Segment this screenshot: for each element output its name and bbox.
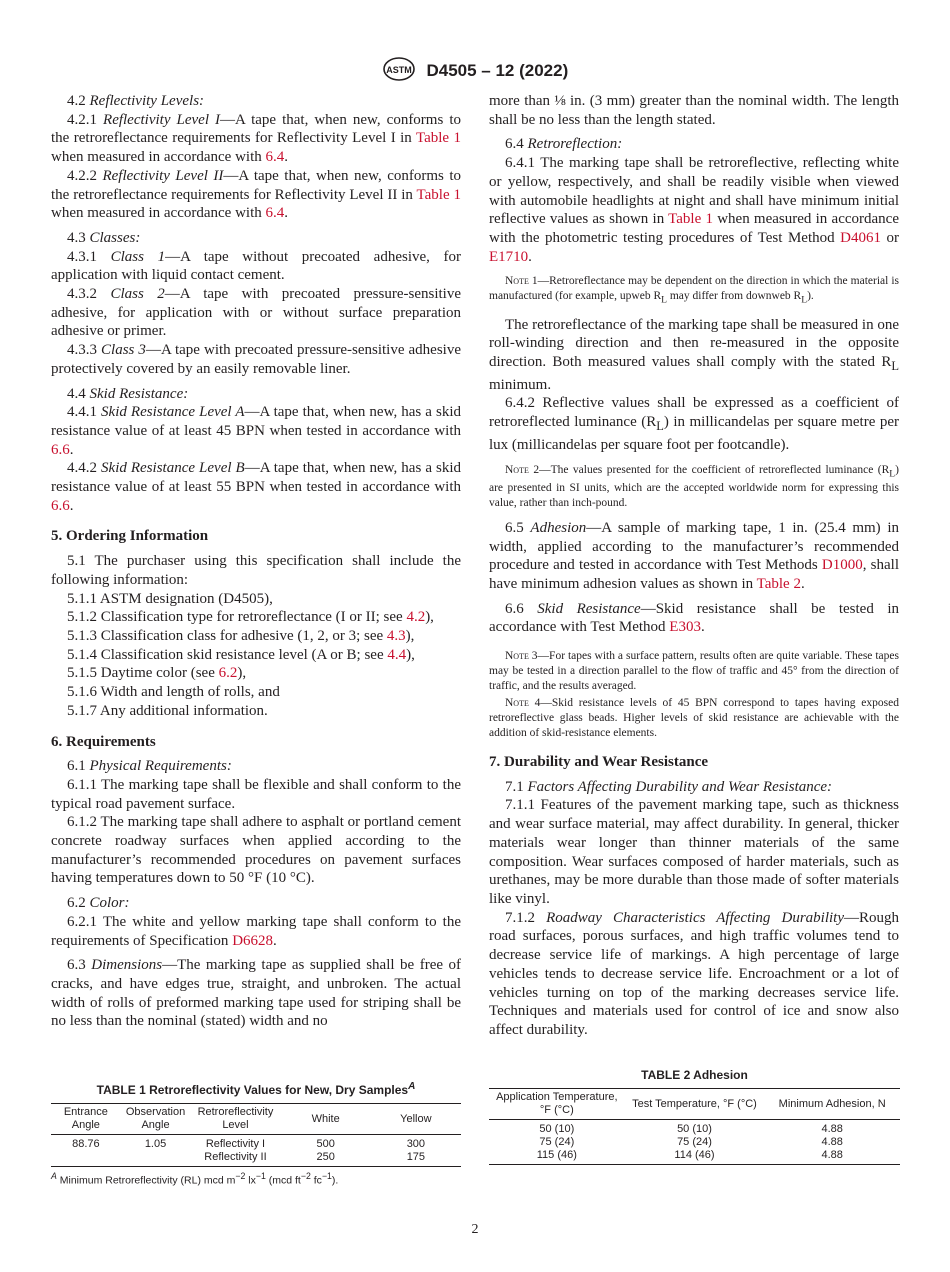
table-1-link[interactable]: Table 1 <box>668 211 713 228</box>
table-1-grid <box>51 1103 461 1167</box>
astm-logo-icon <box>382 56 416 87</box>
table-1-title: TABLE 1 Retroreflectivity Values for New, Dry Samples$^A$ <box>96 1081 416 1097</box>
table-2-header-application-temperature: Application Temperature, °F (°C) <box>496 1091 618 1116</box>
table-cell: 175 <box>371 1151 461 1167</box>
table-cell: 4.88 <box>821 1123 843 1135</box>
section-5-1-2: 5.1.2 Classification type for retroreflectance (I or II; see 4.2), <box>67 609 434 626</box>
right-column <box>489 92 899 1040</box>
table-2-link[interactable]: Table 2 <box>756 575 801 592</box>
section-6-5: 6.5 Adhesion—A sample of marking tape, 1 in. (25.4 mm) in width, applied according to the manufacturer’s recommended procedure and tested in accordance with Test Methods D1000, shall have minimum adhesion values as shown in Table 2. <box>489 519 899 592</box>
table-1 <box>51 1081 461 1187</box>
section-4-3-link[interactable]: 4.3 <box>386 627 406 644</box>
section-5-1-7: 5.1.7 Any additional information. <box>67 702 268 719</box>
d6628-link[interactable]: D6628 <box>232 932 274 949</box>
section-6-1: 6.1 Physical Requirements: <box>67 758 232 775</box>
table-1-header-white: White <box>311 1112 340 1125</box>
section-4-4-1: 4.4.1 Skid Resistance Level A—A tape that, when new, has a skid resistance value of at least 45 BPN when tested in accordance with 6.6. <box>51 404 461 458</box>
section-5-heading: 5. Ordering Information <box>51 528 209 545</box>
table-cell: 75 (24) <box>539 1136 575 1148</box>
table-cell: 50 (10) <box>677 1123 712 1135</box>
table-row <box>51 1151 461 1167</box>
section-6-1-1: 6.1.1 The marking tape shall be flexible and shall conform to the typical road pavement surface. <box>51 776 461 812</box>
section-4-4-2: 4.4.2 Skid Resistance Level B—A tape that, when new, has a skid resistance value of at least 55 BPN when tested in accordance with 6.6. <box>51 460 462 514</box>
section-5-1-3: 5.1.3 Classification class for adhesive (1, 2, or 3; see 4.3), <box>67 627 415 644</box>
table-2-title: TABLE 2 Adhesion <box>641 1068 748 1082</box>
table-cell: 115 (46) <box>489 1149 625 1165</box>
table-cell: 75 (24) <box>677 1136 712 1148</box>
table-1-header-yellow: Yellow <box>400 1112 432 1125</box>
table-1-link[interactable]: Table 1 <box>416 186 461 203</box>
table-cell: 4.88 <box>764 1149 900 1165</box>
table-row <box>489 1136 900 1149</box>
table-1-header-level: Retroreflectivity Level <box>197 1106 274 1131</box>
table-cell: Reflectivity II <box>190 1151 280 1167</box>
section-6-4-1: 6.4.1 The marking tape shall be retroreflective, reflecting white or yellow, respectively, and shall be readily visible when viewed with automobile headlights at night and shall have minimum initial reflective values as shown in Table 1 when measured in accordance with the photometric testing procedures of Test Method D4061 or E1710. <box>489 155 900 265</box>
section-6-6-link[interactable]: 6.6 <box>51 497 70 514</box>
table-1-header-observation-angle: Observation Angle <box>125 1106 186 1131</box>
table-2 <box>489 1068 900 1165</box>
section-6-4-link[interactable]: 6.4 <box>265 149 285 166</box>
retroreflectance-paragraph: The retroreflectance of the marking tape shall be measured in one roll-winding direction and then re-measured in the opposite direction. Both measured values shall comply with the stated $R_L$ minimum. <box>489 316 899 393</box>
table-2-header-test-temperature: Test Temperature, °F (°C) <box>632 1097 757 1110</box>
table-2-header-minimum-adhesion: Minimum Adhesion, N <box>778 1097 886 1110</box>
section-7-1-1: 7.1.1 Features of the pavement marking tape, such as thickness and wear surface material, may affect durability. In general, thicker materials wear longer than thinner materials of the same composition. Wear surfaces composed of harder materials, such as urethanes, may be more durable than those made of softer materials like vinyl. <box>489 797 899 907</box>
note-2: Note 2—The values presented for the coefficient of retroreflected luminance $(R_L)$ are presented in SI units, which are the accepted worldwide norm for expressing this value, rather than inch-pound. <box>489 463 899 509</box>
table-cell: Reflectivity I <box>205 1138 266 1150</box>
section-6-2-link[interactable]: 6.2 <box>218 665 238 682</box>
table-cell: 4.88 <box>821 1136 843 1148</box>
section-4-2-2: 4.2.2 Reflectivity Level II—A tape that, when new, conforms to the retroreflectance requirements for Reflectivity Level II in Table 1 when measured in accordance with 6.4. <box>51 167 461 222</box>
section-4-3-3: 4.3.3 Class 3—A tape with precoated pressure-sensitive adhesive protectively covered by an easily removable liner. <box>51 342 461 377</box>
table-1-link[interactable]: Table 1 <box>415 130 461 147</box>
section-6-4-2: 6.4.2 Reflective values shall be expressed as a coefficient of retroreflected luminance $(R_L)$ in millicandelas per square metre per lux (millicandelas per square foot per footcandle). <box>489 395 899 453</box>
d1000-link[interactable]: D1000 <box>821 557 863 574</box>
table-row <box>489 1120 900 1137</box>
table-cell: 50 (10) <box>539 1123 575 1135</box>
table-1-header-entrance-angle: Entrance Angle <box>63 1106 108 1131</box>
section-6-6-link[interactable]: 6.6 <box>51 441 70 458</box>
section-5-1-4: 5.1.4 Classification skid resistance level (A or B; see 4.4), <box>67 646 415 663</box>
note-4: Note 4—Skid resistance levels of 45 BPN correspond to tapes having exposed retroreflective glass beads. Higher levels of skid resistance are achievable with the addition of skid-resistance elements. <box>489 697 899 740</box>
section-4-3: 4.3 Classes: <box>67 229 141 246</box>
section-5-1-5: 5.1.5 Daytime color (see 6.2), <box>67 665 247 682</box>
table-cell: 250 <box>281 1151 371 1167</box>
section-6-1-2: 6.1.2 The marking tape shall adhere to asphalt or portland cement concrete roadway surfaces when applied according to the manufacturer’s recommended procedures on pavement surfaces having temperatures down to 50 °F (10 °C). <box>51 814 461 887</box>
section-6-4: 6.4 Retroreflection: <box>505 136 623 153</box>
note-3: Note 3—For tapes with a surface pattern, results often are quite variable. These tapes may be tested in a direction parallel to the flow of traffic and 45° from the direction of traffic, and the results averaged. <box>489 650 899 693</box>
left-column <box>51 92 461 1031</box>
section-6-6: 6.6 Skid Resistance—Skid resistance shall be tested in accordance with Test Method E303. <box>489 600 899 636</box>
section-6-heading: 6. Requirements <box>51 733 156 750</box>
table-cell <box>121 1151 191 1167</box>
e1710-link[interactable]: E1710 <box>489 248 529 265</box>
table-cell: 114 (46) <box>625 1149 765 1165</box>
svg-text:ASTM: ASTM <box>385 65 412 75</box>
table-2-grid <box>489 1088 900 1165</box>
note-1: Note 1—Retroreflectance may be dependent on the direction in which the material is manufactured (for example, upweb $R_L$ may differ from downweb $R_L$). <box>489 275 899 306</box>
section-6-2: 6.2 Color: <box>67 895 130 912</box>
table-cell <box>51 1151 121 1167</box>
page-header <box>0 56 950 87</box>
table-cell: 500 <box>316 1138 335 1150</box>
table-row <box>489 1149 900 1165</box>
section-4-4-link[interactable]: 4.4 <box>387 646 407 663</box>
section-6-3: 6.3 Dimensions—The marking tape as supplied shall be free of cracks, and have edges true, straight, and unbroken. The actual width of rolls of preformed marking tape used for striping shall be no less than the nominal (stated) width and no <box>51 957 461 1030</box>
d4061-link[interactable]: D4061 <box>840 229 881 246</box>
section-4-3-2: 4.3.2 Class 2—A tape with precoated pressure-sensitive adhesive, for application with or without surface preparation adhesive or primer. <box>51 286 461 340</box>
table-1-footnote: $^A$ Minimum Retroreflectivity (RL) mcd $m^{-2}$ $lx^{-1}$ (mcd $ft^{-2}$ $fc^{-1}$). <box>51 1171 339 1187</box>
section-7-1: 7.1 Factors Affecting Durability and Wear Resistance: <box>505 778 833 795</box>
section-5-1-6: 5.1.6 Width and length of rolls, and <box>67 684 280 701</box>
section-5-1-1: 5.1.1 ASTM designation (D4505), <box>67 590 273 607</box>
section-4-2-link[interactable]: 4.2 <box>406 609 426 626</box>
table-cell: 88.76 <box>72 1138 100 1150</box>
table-cell: 300 <box>406 1138 426 1150</box>
page-number: 2 <box>471 1222 479 1237</box>
table-row <box>51 1135 461 1152</box>
e303-link[interactable]: E303 <box>669 619 701 636</box>
section-4-4: 4.4 Skid Resistance: <box>67 385 189 402</box>
table-cell: 1.05 <box>144 1138 167 1150</box>
section-6-4-link[interactable]: 6.4 <box>265 205 285 222</box>
section-7-1-2: 7.1.2 Roadway Characteristics Affecting Durability—Rough road surfaces, porous surfaces, and high traffic volumes tend to decrease service life of markings. A high percentage of large vehicles tends to decrease service life. Encroachment or a lot of vehicles turning on top of the marking decreases service life. Techniques and materials used for control of ice and snow also affect durability. <box>489 909 900 1038</box>
section-4-2-1: 4.2.1 Reflectivity Level I—A tape that, when new, conforms to the retroreflectance requirements for Reflectivity Level I in Table 1 when measured in accordance with 6.4. <box>51 111 462 166</box>
section-7-heading: 7. Durability and Wear Resistance <box>489 754 709 771</box>
document-designation: D4505 – 12 (2022) <box>426 60 569 80</box>
section-6-2-1: 6.2.1 The white and yellow marking tape shall conform to the requirements of Specification D6628. <box>51 913 461 949</box>
section-4-2: 4.2 Reflectivity Levels: <box>67 93 205 109</box>
section-6-3-continued: more than ⅛ in. (3 mm) greater than the nominal width. The length shall be no less than the length stated. <box>489 93 899 128</box>
section-5-1: 5.1 The purchaser using this specification shall include the following information: <box>51 553 461 588</box>
section-4-3-1: 4.3.1 Class 1—A tape without precoated adhesive, for application with liquid contact cement. <box>51 248 461 284</box>
